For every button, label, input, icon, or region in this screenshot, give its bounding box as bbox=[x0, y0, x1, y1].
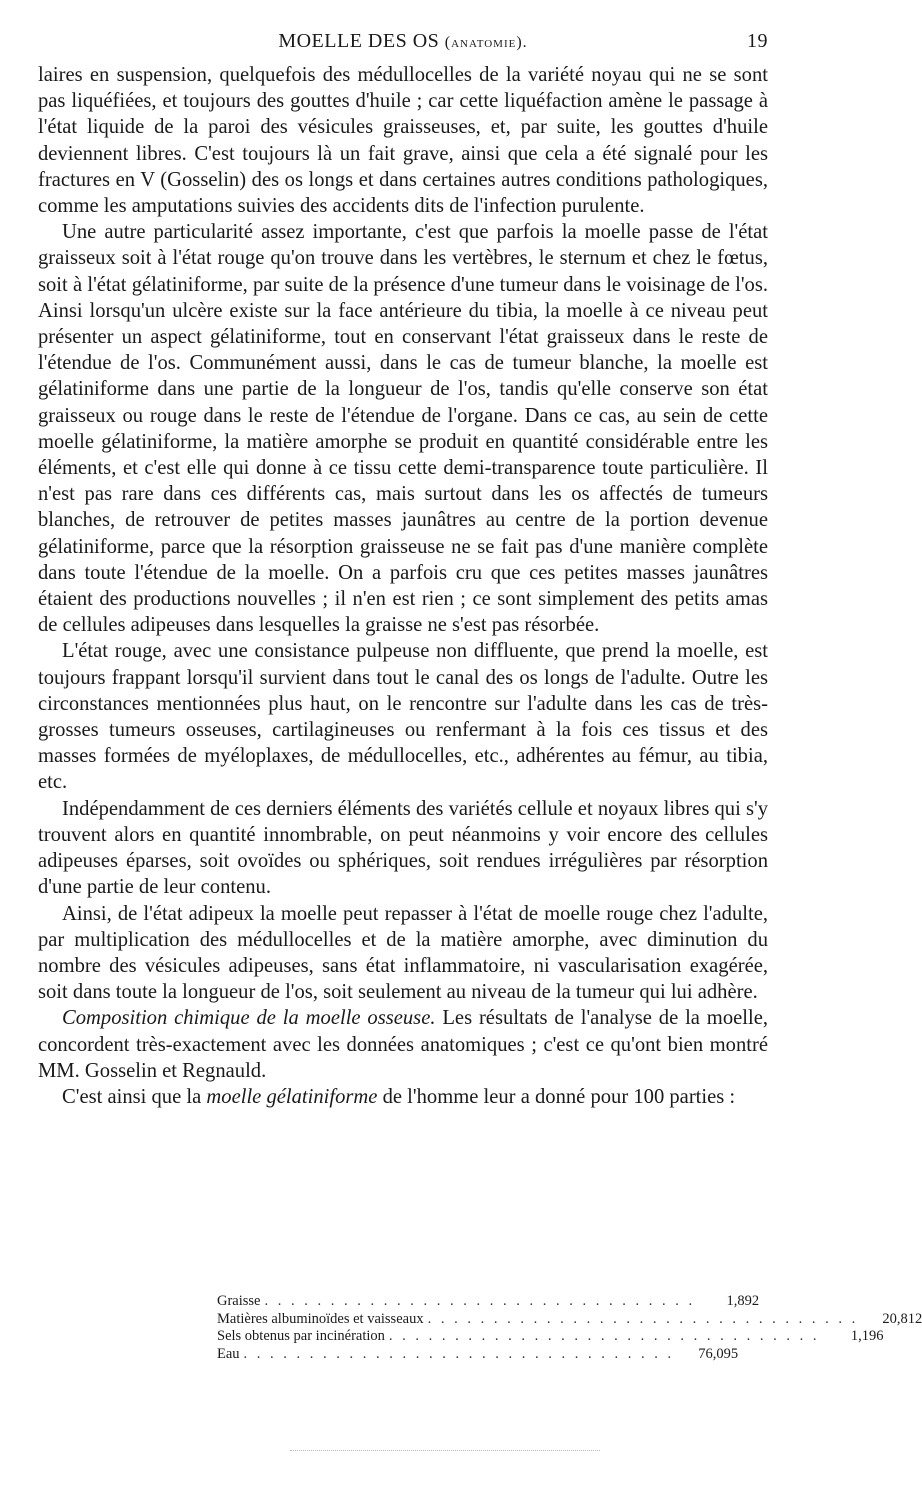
footer-dotted-rule bbox=[290, 1450, 600, 1452]
row-value: 1,196 bbox=[850, 1328, 884, 1344]
row-label: Graisse bbox=[217, 1293, 261, 1309]
intro-paragraph bbox=[38, 1084, 768, 1110]
paragraph-5: Ainsi, de l'état adipeux la moelle peut repasser à l'état de moelle rouge chez l'adulte, par multiplication des médullocelles et de la matière amorphe, avec diminution du nombre des vésicules adipeuses, sans état inflammatoire, ni vascularisation exagérée, soit dans toute la longueur de l'os, soit seulement au niveau de la tumeur qui lui adhère. bbox=[38, 902, 768, 1004]
running-header bbox=[38, 30, 768, 58]
intro-before: C'est ainsi que la bbox=[62, 1085, 207, 1108]
row-value: 76,095 bbox=[698, 1345, 739, 1362]
paragraph-2: Une autre particularité assez importante, c'est que parfois la moelle passe de l'état graisseux soit à l'état rouge qu'on trouve dans les vertèbres, le sternum et chez le fœtus, soit à l'état gélatiniforme, par suite de la présence d'une tumeur dans le voisinage de l'os. Ainsi lorsqu'un ulcère existe sur la face antérieure du tibia, la moelle à ce niveau peut présenter un aspect gélatiniforme, tout en conservant l'état graisseux dans le reste de l'étendue de l'os. Communément aussi, dans le cas de tumeur blanche, la moelle est gélatiniforme dans une partie de la longueur de l'os, tandis qu'elle conserve son état graisseux ou rouge dans le reste de l'étendue de l'organe. Dans ce cas, au sein de cette moelle gélatiniforme, la matière amorphe se produit en quantité considérable entre les éléments, et c'est elle qui donne à ce tissu cette demi-transparence toute particulière. Il n'est pas rare dans ces différents cas, mais surtout dans les os affectés de tumeurs blanches, de retrouver de petites masses jaunâtres au centre de la portion devenue gélatiniforme, parce que la résorption graisseuse ne se fait pas d'une manière complète dans toute l'étendue de la moelle. On a parfois cru que ces petites masses jaunâtres étaient des productions nouvelles ; il n'en est rien ; ce sont simplement des petits amas de cellules adipeuses dans lesquelles la graisse ne s'est pas résorbée. bbox=[38, 221, 768, 637]
leader-dots: . . . . . . . . . . . . . . . . . . . . . . . . . . . . . . . . . bbox=[243, 1345, 675, 1362]
running-title-section: (anatomie). bbox=[444, 34, 528, 51]
paragraph-3: L'état rouge, avec une consistance pulpeuse non diffluente, que prend la moelle, est toujours frappant lorsqu'il survient dans tout le canal des os longs de l'adulte. Outre les circonstances mentionnées plus haut, on le rencontre sur l'adulte dans les cas de très-grosses tumeurs osseuses, cartilagineuses ou renfermant à la fois ces tissus et des masses formées de myéloplaxes, de médullocelles, etc., adhérentes au fémur, au tibia, etc. bbox=[38, 640, 768, 794]
row-value: 20,812 bbox=[882, 1310, 922, 1327]
intro-after: de l'homme leur a donné pour 100 parties : bbox=[377, 1085, 736, 1108]
row-label: Sels obtenus par incinération bbox=[217, 1328, 385, 1344]
paragraph-1: laires en suspension, quelquefois des médullocelles de la variété noyau qui ne se sont pas liquéfiées, et toujours des gouttes d'huile ; car cette liquéfaction amène le passage à l'état liquide de la paroi des vésicules graisseuses, et, par suite, les gouttes d'huile deviennent libres. C'est toujours là un fait grave, ainsi que cela a été signalé pour les fractures en V (Gosselin) des os longs et dans certaines autres conditions pathologiques, comme les amputations suivies des accidents dits de l'infection purulente. bbox=[38, 64, 768, 218]
row-label: Matières albuminoïdes et vaisseaux bbox=[217, 1310, 424, 1327]
table-row bbox=[217, 1328, 884, 1346]
table-row bbox=[217, 1293, 760, 1311]
table-row bbox=[217, 1310, 922, 1329]
paragraph-4: Indépendamment de ces derniers éléments des variétés cellule et noyaux libres qui s'y trouvent alors en quantité innombrable, on peut néanmoins y voir encore des cellules adipeuses éparses, soit ovoïdes ou sphériques, soit rendues irrégulières par résorption d'une partie de leur contenu. bbox=[38, 797, 768, 899]
row-value: 1,892 bbox=[726, 1293, 760, 1309]
running-title-main: MOELLE DES OS bbox=[278, 30, 440, 52]
composition-paragraph bbox=[38, 1005, 768, 1084]
intro-italic: moelle gélatiniforme bbox=[206, 1085, 378, 1108]
page-number: 19 bbox=[747, 30, 768, 52]
body-text bbox=[38, 62, 768, 1110]
composition-text: Les résultats de l'analyse de la moelle, concordent très-exactement avec les données anatomiques ; c'est ce qu'ont bien montré MM. Gosselin et Regnauld. bbox=[38, 1007, 768, 1082]
composition-heading: Composition chimique de la moelle osseuse. bbox=[62, 1007, 436, 1030]
running-title bbox=[38, 30, 768, 53]
row-label: Eau bbox=[217, 1345, 240, 1362]
table-row bbox=[217, 1345, 739, 1364]
leader-dots: . . . . . . . . . . . . . . . . . . . . . . . . . . . . . . . . . bbox=[427, 1310, 859, 1327]
leader-dots: . . . . . . . . . . . . . . . . . . . . . . . . . . . . . . . . . bbox=[264, 1293, 696, 1309]
composition-table bbox=[217, 1293, 922, 1363]
leader-dots: . . . . . . . . . . . . . . . . . . . . . . . . . . . . . . . . . bbox=[388, 1328, 820, 1344]
